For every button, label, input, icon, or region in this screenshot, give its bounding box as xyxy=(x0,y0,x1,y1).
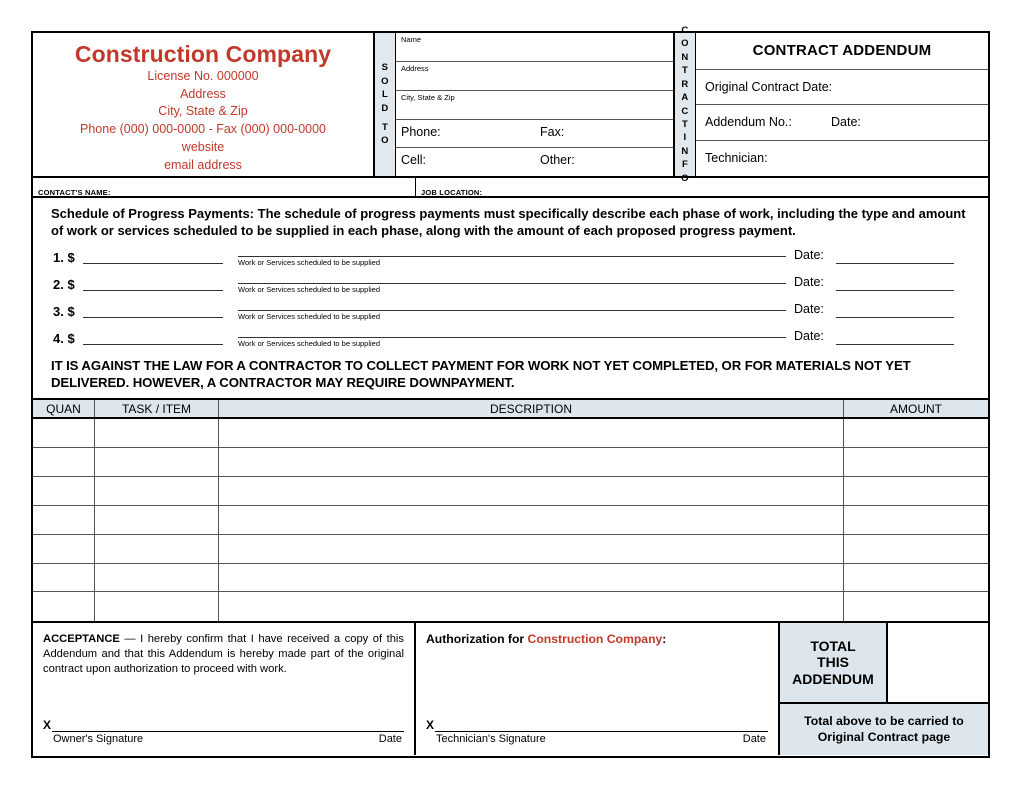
company-city-state-zip: City, State & Zip xyxy=(158,104,248,119)
total-this-addendum-row xyxy=(780,623,988,704)
line-items-header-row xyxy=(33,400,988,419)
acceptance-section xyxy=(33,623,416,755)
technician-label: Technician: xyxy=(705,151,768,166)
contract-info-letter: T xyxy=(681,65,689,77)
contract-info-letter: C xyxy=(681,24,689,36)
sold-to-strip xyxy=(374,33,396,176)
payment-date-input-4[interactable] xyxy=(836,327,954,345)
table-row xyxy=(33,477,988,506)
contract-info-letter: T xyxy=(681,118,689,130)
column-header-amount: AMOUNT xyxy=(890,401,942,416)
contract-info-letter: I xyxy=(683,132,687,144)
payment-date-label-2: Date: xyxy=(794,275,824,290)
technician-signature-caption: Technician's Signature xyxy=(436,733,546,746)
payment-description-input-3[interactable] xyxy=(238,300,786,311)
cell-task[interactable] xyxy=(95,506,219,534)
cell-description[interactable] xyxy=(219,535,844,563)
contract-info-letter: N xyxy=(681,51,689,63)
contract-info-letter: N xyxy=(681,145,689,157)
sold-to-letter: T xyxy=(381,121,389,133)
contract-info-letter: O xyxy=(681,38,689,50)
payment-description-block-1 xyxy=(238,246,786,267)
contact-name-label: CONTACT'S NAME: xyxy=(38,188,111,197)
payment-description-input-4[interactable] xyxy=(238,327,786,338)
line-items-table xyxy=(33,400,988,623)
payment-date-input-2[interactable] xyxy=(836,273,954,291)
schedule-intro-text: Schedule of Progress Payments: The schedule of progress payments must specifically describe each phase of work, including the type and amount of work or services scheduled to be supplied in each phase, along with the amount of each proposed progress payment. xyxy=(51,206,966,239)
acceptance-dash: — xyxy=(119,633,141,646)
company-phone-fax: Phone (000) 000-0000 - Fax (000) 000-0000 xyxy=(80,122,326,136)
payment-description-caption-3: Work or Services scheduled to be supplied xyxy=(238,312,381,322)
company-name: Construction Company xyxy=(74,41,332,67)
payment-description-block-2 xyxy=(238,273,786,294)
technician-signature-line-wrap xyxy=(426,719,768,732)
table-row xyxy=(33,448,988,477)
phone-label: Phone: xyxy=(401,125,441,139)
company-email: email address xyxy=(164,157,242,172)
total-carry-note-line-2: Original Contract page xyxy=(817,729,951,744)
company-license: License No. 000000 xyxy=(147,68,259,83)
table-row xyxy=(33,419,988,448)
acceptance-heading: ACCEPTANCE xyxy=(43,633,120,646)
cell-task[interactable] xyxy=(95,592,219,621)
job-location-label: JOB LOCATION: xyxy=(421,188,483,197)
cell-task[interactable] xyxy=(95,419,219,447)
sold-to-name-field[interactable] xyxy=(396,33,673,62)
table-row xyxy=(33,506,988,535)
technician-signature-input[interactable] xyxy=(435,719,768,732)
other-label: Other: xyxy=(540,153,575,167)
cell-task[interactable] xyxy=(95,477,219,505)
contract-info-letter: A xyxy=(681,92,689,104)
sold-to-letter: S xyxy=(381,62,389,74)
payment-date-input-1[interactable] xyxy=(836,246,954,264)
owner-signature-line-wrap xyxy=(43,719,404,732)
payment-date-label-1: Date: xyxy=(794,248,824,263)
cell-quan[interactable] xyxy=(33,506,95,534)
cell-quan[interactable] xyxy=(33,535,95,563)
payment-description-caption-4: Work or Services scheduled to be supplied xyxy=(238,339,381,349)
contract-info-panel xyxy=(696,33,988,176)
progress-payment-row xyxy=(43,300,978,327)
payment-description-input-2[interactable] xyxy=(238,273,786,284)
authorization-heading xyxy=(426,632,768,646)
signature-x-marker: X xyxy=(426,718,435,733)
form-footer xyxy=(33,623,988,755)
authorization-section xyxy=(416,623,780,755)
sold-to-fields xyxy=(396,33,674,176)
total-carry-note-line-1: Total above to be carried to xyxy=(804,713,964,728)
payment-amount-input-1[interactable] xyxy=(83,246,223,264)
sold-to-citystatezip-field[interactable] xyxy=(396,91,673,120)
legal-warning-text: IT IS AGAINST THE LAW FOR A CONTRACTOR TO COLLECT PAYMENT FOR WORK NOT YET COMPLETED, OR FOR MATERIALS NOT YET DELIVERED. HOWEVER, A CONTRACTOR MAY REQUIRE DOWNPAYMENT. xyxy=(51,358,911,391)
technician-signature-captions xyxy=(426,732,768,745)
cell-quan[interactable] xyxy=(33,419,95,447)
total-label-line-2: THIS xyxy=(817,654,849,671)
sold-to-phone-fax-row[interactable] xyxy=(396,120,673,148)
technician-date-caption: Date xyxy=(742,733,766,746)
cell-description[interactable] xyxy=(219,564,844,592)
cell-amount[interactable] xyxy=(844,506,988,534)
total-carry-note xyxy=(780,704,988,755)
addendum-no-label: Addendum No.: xyxy=(705,115,792,130)
company-website: website xyxy=(181,139,225,154)
owner-signature-input[interactable] xyxy=(52,719,404,732)
column-header-task-item: TASK / ITEM xyxy=(95,400,219,417)
company-address: Address xyxy=(180,86,226,101)
sold-to-letter: D xyxy=(381,102,389,114)
sold-to-address-field[interactable] xyxy=(396,62,673,91)
authorization-prefix: Authorization for xyxy=(426,632,528,647)
payment-amount-input-3[interactable] xyxy=(83,300,223,318)
cell-amount[interactable] xyxy=(844,535,988,563)
cell-amount[interactable] xyxy=(844,419,988,447)
sold-to-citystatezip-label: City, State & Zip xyxy=(401,93,455,102)
authorization-suffix: : xyxy=(662,632,667,647)
payment-description-block-4 xyxy=(238,327,786,348)
sold-to-address-label: Address xyxy=(401,64,429,73)
sold-to-letter: O xyxy=(381,135,389,147)
total-this-addendum-label xyxy=(780,623,888,702)
sold-to-name-label: Name xyxy=(401,35,422,44)
signature-x-marker: X xyxy=(43,718,52,733)
cell-quan[interactable] xyxy=(33,592,95,621)
owner-signature-area xyxy=(43,719,404,745)
progress-payment-row xyxy=(43,246,978,273)
job-location-field[interactable] xyxy=(416,178,988,196)
form-masthead xyxy=(33,24,988,184)
cell-amount[interactable] xyxy=(844,477,988,505)
cell-quan[interactable] xyxy=(33,477,95,505)
payment-number-2: 2. $ xyxy=(53,277,75,293)
technician-field[interactable] xyxy=(696,141,988,177)
cell-description[interactable] xyxy=(219,448,844,476)
table-row xyxy=(33,592,988,621)
payment-number-3: 3. $ xyxy=(53,304,75,320)
page-title: CONTRACT ADDENDUM xyxy=(696,33,988,70)
column-header-quan: QUAN xyxy=(33,400,95,417)
schedule-of-progress-payments-section xyxy=(33,198,988,400)
cell-task[interactable] xyxy=(95,564,219,592)
owner-date-caption: Date xyxy=(378,733,402,746)
cell-amount[interactable] xyxy=(844,592,988,621)
original-contract-date-label: Original Contract Date: xyxy=(705,79,833,94)
payment-number-4: 4. $ xyxy=(53,331,75,347)
fax-label: Fax: xyxy=(540,125,565,139)
contract-info-letter: O xyxy=(681,172,689,184)
cell-task[interactable] xyxy=(95,448,219,476)
table-row xyxy=(33,535,988,564)
acceptance-text xyxy=(43,632,404,677)
contact-bar xyxy=(33,178,988,198)
table-row xyxy=(33,564,988,593)
company-identity-block xyxy=(33,33,374,176)
payment-description-caption-2: Work or Services scheduled to be supplied xyxy=(238,285,381,295)
cell-description[interactable] xyxy=(219,477,844,505)
contract-info-letter: C xyxy=(681,105,689,117)
cell-description[interactable] xyxy=(219,419,844,447)
sold-to-letter: L xyxy=(381,89,389,101)
payment-amount-input-2[interactable] xyxy=(83,273,223,291)
payment-date-label-4: Date: xyxy=(794,329,824,344)
payment-date-label-3: Date: xyxy=(794,302,824,317)
contract-info-letter: R xyxy=(681,78,689,90)
cell-amount[interactable] xyxy=(844,448,988,476)
cell-description[interactable] xyxy=(219,506,844,534)
totals-column xyxy=(780,623,988,755)
total-this-addendum-input[interactable] xyxy=(888,623,988,702)
cell-amount[interactable] xyxy=(844,564,988,592)
payment-date-input-3[interactable] xyxy=(836,300,954,318)
owner-signature-captions xyxy=(43,732,404,745)
contract-info-letter: F xyxy=(681,159,689,171)
technician-signature-area xyxy=(426,719,768,745)
cell-description[interactable] xyxy=(219,592,844,621)
contract-info-strip xyxy=(674,24,696,184)
sold-to-letter: O xyxy=(381,75,389,87)
payment-description-caption-1: Work or Services scheduled to be supplied xyxy=(238,258,381,268)
cell-quan[interactable] xyxy=(33,564,95,592)
original-contract-date-field[interactable] xyxy=(696,70,988,106)
addendum-no-date-row[interactable] xyxy=(696,105,988,141)
progress-payment-row xyxy=(43,327,978,354)
cell-task[interactable] xyxy=(95,535,219,563)
acceptance-body: I hereby confirm that I have received a copy of this Addendum and that this Addendum is hereby made part of the original contract upon authorization to proceed with work. xyxy=(43,633,405,676)
contact-name-field[interactable] xyxy=(33,178,416,196)
progress-payment-row xyxy=(43,273,978,300)
owner-signature-caption: Owner's Signature xyxy=(53,733,144,746)
sold-to-cell-other-row[interactable] xyxy=(396,148,673,176)
contract-addendum-form xyxy=(31,24,990,758)
column-header-description: DESCRIPTION xyxy=(219,400,844,417)
payment-description-input-1[interactable] xyxy=(238,246,786,257)
cell-label: Cell: xyxy=(401,153,427,167)
addendum-date-label: Date: xyxy=(831,115,861,130)
payment-description-block-3 xyxy=(238,300,786,321)
payment-amount-input-4[interactable] xyxy=(83,327,223,345)
total-label-line-3: ADDENDUM xyxy=(792,671,874,688)
cell-quan[interactable] xyxy=(33,448,95,476)
total-label-line-1: TOTAL xyxy=(810,637,856,654)
authorization-company-name: Construction Company xyxy=(527,632,663,647)
payment-number-1: 1. $ xyxy=(53,250,75,266)
